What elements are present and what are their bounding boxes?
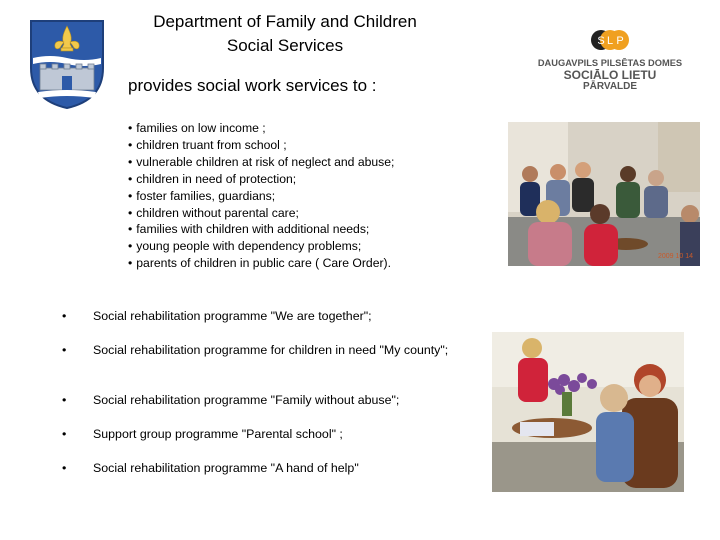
badge-letter-s: S <box>597 35 605 47</box>
bullet: • <box>62 461 67 475</box>
programme-text: Social rehabilitation programme for children in need "My county"; <box>93 343 449 357</box>
service-item: • children without parental care; <box>128 205 394 222</box>
bullet: • <box>62 427 67 441</box>
service-item: • families with children with additional needs; <box>128 221 394 238</box>
badge-letter-p: P <box>616 35 624 47</box>
service-item: • foster families, guardians; <box>128 188 394 205</box>
service-item: • children truant from school ; <box>128 137 394 154</box>
bullet: • <box>62 343 67 357</box>
programme-item <box>62 308 482 342</box>
programme-text: Social rehabilitation programme "We are together"; <box>93 309 372 323</box>
programme-item <box>62 342 482 392</box>
programme-item <box>62 426 482 460</box>
bullet: • <box>62 393 67 407</box>
services-list <box>128 120 394 272</box>
programme-text: Support group programme "Parental school" ; <box>93 427 343 441</box>
photo-timestamp: 2009 10 14 <box>658 253 694 260</box>
service-item: • children in need of protection; <box>128 171 394 188</box>
logo-line-1: DAUGAVPILS PILSĒTAS DOMES <box>537 58 683 68</box>
bullet: • <box>62 309 67 323</box>
programme-text: Social rehabilitation programme "Family without abuse"; <box>93 393 400 407</box>
programmes-list <box>62 308 482 480</box>
service-item: • vulnerable children at risk of neglect and abuse; <box>128 154 394 171</box>
service-item: • young people with dependency problems; <box>128 238 394 255</box>
group-meeting-photo <box>508 122 700 266</box>
service-item: • families on low income ; <box>128 120 394 137</box>
programme-item <box>62 392 482 426</box>
service-item: • parents of children in public care ( Care Order). <box>128 255 394 272</box>
title-line-2: Social Services <box>226 36 344 55</box>
logo-line-2: SOCIĀLO LIETU <box>563 68 657 82</box>
coat-of-arms-icon <box>28 18 106 110</box>
slp-logo <box>530 22 690 94</box>
programme-text: Social rehabilitation programme "A hand of help" <box>93 461 359 475</box>
badge-letter-l: L <box>606 35 614 47</box>
intro-text: provides social work services to : <box>128 76 377 95</box>
slp-badge-icon <box>590 22 630 58</box>
title-line-1: Department of Family and Children <box>153 12 417 31</box>
mother-child-photo <box>492 332 684 492</box>
logo-line-3: PĀRVALDE <box>582 81 638 92</box>
programme-item <box>62 460 482 480</box>
page-title <box>120 10 450 58</box>
